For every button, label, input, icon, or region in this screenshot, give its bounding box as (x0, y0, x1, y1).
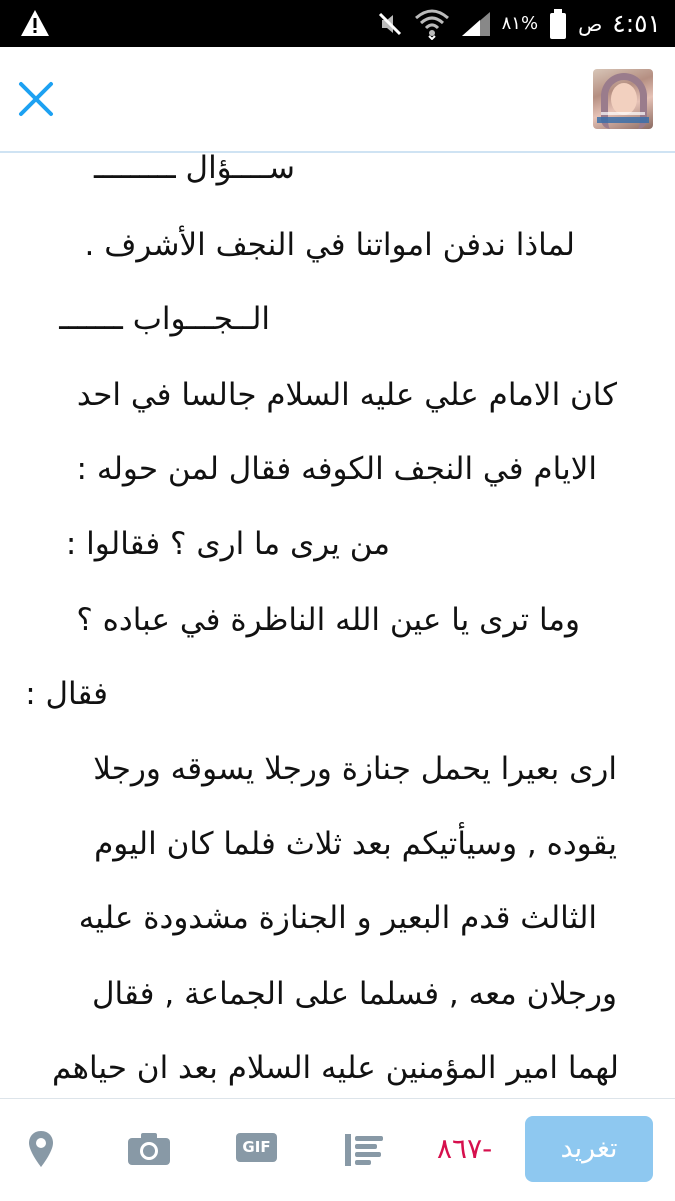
text-line: ورجلان معه , فسلما على الجماعة , فقال (92, 976, 617, 1012)
tweet-text-area[interactable] (0, 152, 675, 1098)
status-bar (0, 0, 675, 47)
avatar-caption-band (597, 117, 649, 123)
poll-icon[interactable] (345, 1134, 385, 1166)
location-pin-icon[interactable] (27, 1129, 55, 1169)
clock: ٤:٥١ (612, 9, 661, 38)
text-line: الايام في النجف الكوفه فقال لمن حوله : (76, 451, 597, 487)
text-line: وما ترى يا عين الله الناظرة في عباده ؟ (76, 602, 580, 638)
warning-icon (20, 8, 50, 38)
mute-icon (376, 10, 404, 38)
avatar-caption-line (601, 112, 645, 115)
gif-button[interactable]: GIF (236, 1133, 277, 1162)
close-icon[interactable] (16, 79, 56, 119)
character-counter: -٨٦٧ (437, 1132, 493, 1165)
text-line: يقوده , وسيأتيكم بعد ثلاث فلما كان اليوم (94, 826, 617, 862)
text-line: من يرى ما ارى ؟ فقالوا : (65, 526, 390, 562)
text-line: ارى بعيرا يحمل جنازة ورجلا يسوقه ورجلا (93, 751, 617, 787)
status-right-group (376, 0, 661, 47)
avatar-face (611, 83, 637, 115)
text-line: الثالث قدم البعير و الجنازة مشدودة عليه (78, 900, 597, 936)
user-avatar[interactable] (593, 69, 653, 129)
text-line: فقال : (25, 676, 108, 712)
battery-icon (548, 8, 568, 40)
battery-percent: ٨١% (501, 13, 539, 34)
signal-icon (460, 10, 492, 38)
text-line: الــجـــواب ـــــــ (59, 301, 270, 337)
text-line: لهما امير المؤمنين عليه السلام بعد ان حياهم (52, 1050, 619, 1086)
compose-header (0, 47, 675, 153)
text-line: ســــؤال ـــــــــ (93, 152, 295, 186)
compose-toolbar (0, 1098, 675, 1201)
tweet-button[interactable]: تغريد (525, 1116, 653, 1182)
text-line: كان الامام علي عليه السلام جالسا في احد (76, 377, 617, 413)
wifi-icon (414, 8, 450, 40)
text-line: لماذا ندفن امواتنا في النجف الأشرف . (84, 227, 575, 263)
camera-icon[interactable] (127, 1132, 171, 1166)
ampm-label: ص (578, 11, 603, 36)
